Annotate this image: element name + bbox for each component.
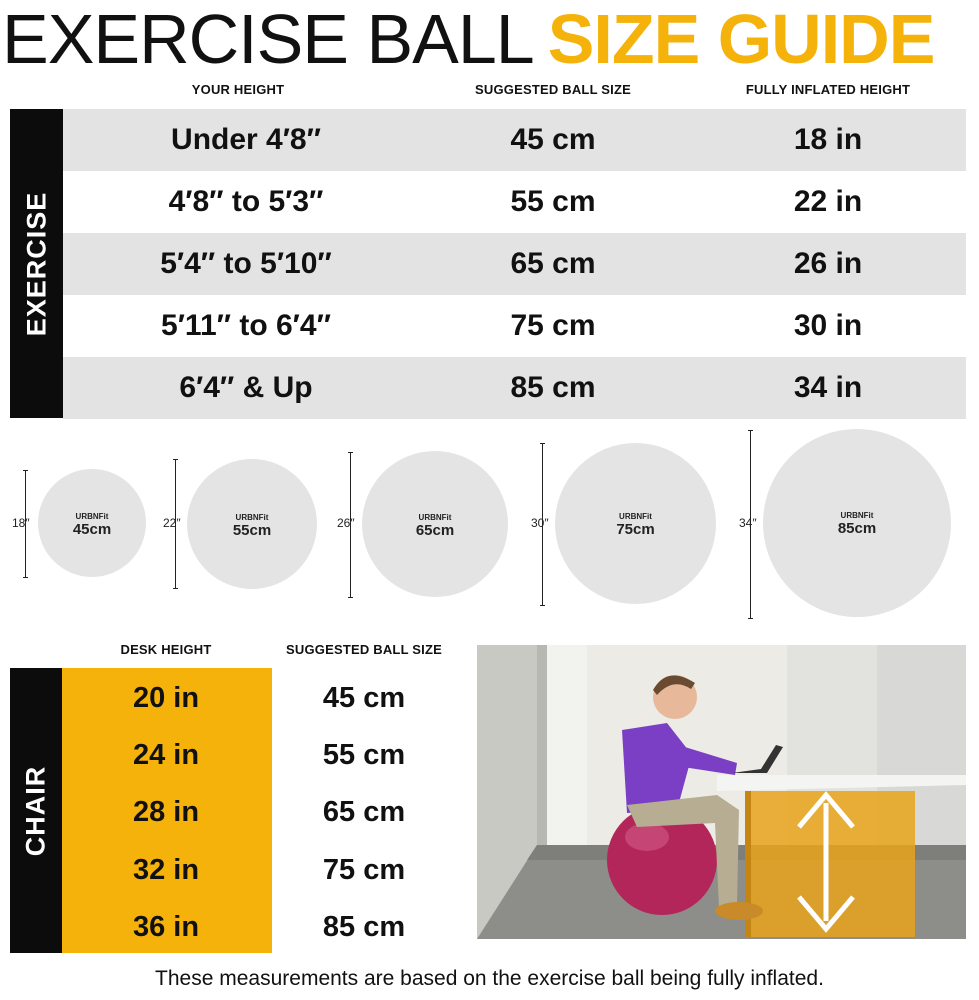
- chair-ball-cell: 75 cm: [322, 854, 406, 886]
- ball-size-label: 55cm: [232, 522, 272, 539]
- exercise-height-cell: 6′4″ & Up: [179, 371, 313, 404]
- measure-cap: [173, 588, 178, 589]
- exercise-row: [63, 295, 966, 357]
- exercise-row: [63, 357, 966, 419]
- ball-height-label: 18″: [12, 516, 30, 530]
- ball-size-label: 65cm: [415, 522, 455, 539]
- photo-illustration: [477, 645, 966, 939]
- ball-size-label: 45cm: [72, 521, 112, 538]
- ball-brand: URBNFit: [619, 512, 652, 521]
- measure-cap: [348, 597, 353, 598]
- ball-height-label: 30″: [531, 516, 549, 530]
- measure-cap: [540, 443, 545, 444]
- measure-cap: [748, 430, 753, 431]
- exercise-ball-55: [187, 459, 317, 589]
- exercise-ball-85: [763, 429, 951, 617]
- title-part-exercise-ball: EXERCISE BALL: [2, 0, 534, 78]
- office-ball-chair-photo: [477, 645, 966, 939]
- exercise-ball-cell: 65 cm: [510, 247, 596, 280]
- chair-label-text: CHAIR: [20, 765, 51, 856]
- exercise-ball-45: [38, 469, 146, 577]
- exercise-ball-cell: 45 cm: [510, 123, 596, 156]
- chair-ball-cell: 65 cm: [322, 796, 406, 828]
- chair-ball-cell: 55 cm: [322, 739, 406, 771]
- ball-brand: URBNFit: [75, 512, 109, 521]
- exercise-ball-cell: 55 cm: [510, 185, 596, 218]
- desk-height-cell: 28 in: [132, 796, 200, 828]
- header-desk-height: DESK HEIGHT: [120, 642, 212, 657]
- exercise-ball-65: [362, 451, 508, 597]
- measure-cap: [173, 459, 178, 460]
- header-chair-suggested-ball-size: SUGGESTED BALL SIZE: [286, 642, 442, 657]
- exercise-height-cell: 4′8″ to 5′3″: [168, 185, 324, 218]
- chair-side-label: [10, 668, 62, 953]
- header-suggested-ball-size: SUGGESTED BALL SIZE: [475, 82, 631, 97]
- exercise-inflated-cell: 34 in: [793, 371, 863, 404]
- desk-height-cell: 36 in: [132, 911, 200, 943]
- exercise-row: [63, 109, 966, 171]
- ball-size-label: 85cm: [837, 520, 877, 537]
- ball-brand: URBNFit: [235, 513, 269, 522]
- page-title: [2, 0, 934, 84]
- ball-brand: URBNFit: [840, 511, 874, 520]
- ball-brand: URBNFit: [418, 513, 452, 522]
- exercise-height-cell: 5′11″ to 6′4″: [161, 309, 331, 342]
- chair-ball-cell: 85 cm: [322, 911, 406, 943]
- exercise-ball-cell: 75 cm: [510, 309, 596, 342]
- chair-ball-cell: 45 cm: [322, 682, 406, 714]
- measure-cap: [540, 605, 545, 606]
- measure-cap: [23, 577, 28, 578]
- exercise-row: [63, 233, 966, 295]
- exercise-height-cell: 5′4″ to 5′10″: [160, 247, 332, 280]
- desk-height-cell: 32 in: [132, 854, 200, 886]
- title-part-size-guide: SIZE GUIDE: [547, 0, 935, 78]
- exercise-label-text: EXERCISE: [21, 191, 51, 336]
- exercise-side-label: [10, 109, 63, 418]
- measure-cap: [748, 618, 753, 619]
- exercise-row: [63, 171, 966, 233]
- ball-height-label: 26″: [337, 516, 355, 530]
- ball-size-label: 75cm: [616, 521, 655, 538]
- exercise-height-cell: Under 4′8″: [171, 123, 321, 156]
- desk-height-cell: 24 in: [132, 739, 200, 771]
- header-fully-inflated-height: FULLY INFLATED HEIGHT: [745, 82, 911, 97]
- ball-height-label: 22″: [163, 516, 181, 530]
- exercise-inflated-cell: 26 in: [793, 247, 863, 280]
- ball-height-label: 34″: [739, 516, 757, 530]
- exercise-inflated-cell: 18 in: [793, 123, 863, 156]
- exercise-inflated-cell: 30 in: [793, 309, 863, 342]
- desk-height-cell: 20 in: [132, 682, 200, 714]
- exercise-ball-75: [555, 443, 716, 604]
- measure-cap: [348, 452, 353, 453]
- header-your-height: YOUR HEIGHT: [191, 82, 285, 97]
- exercise-ball-cell: 85 cm: [510, 371, 596, 404]
- footer-note: These measurements are based on the exercise ball being fully inflated.: [155, 967, 824, 990]
- measure-cap: [23, 470, 28, 471]
- exercise-inflated-cell: 22 in: [793, 185, 863, 218]
